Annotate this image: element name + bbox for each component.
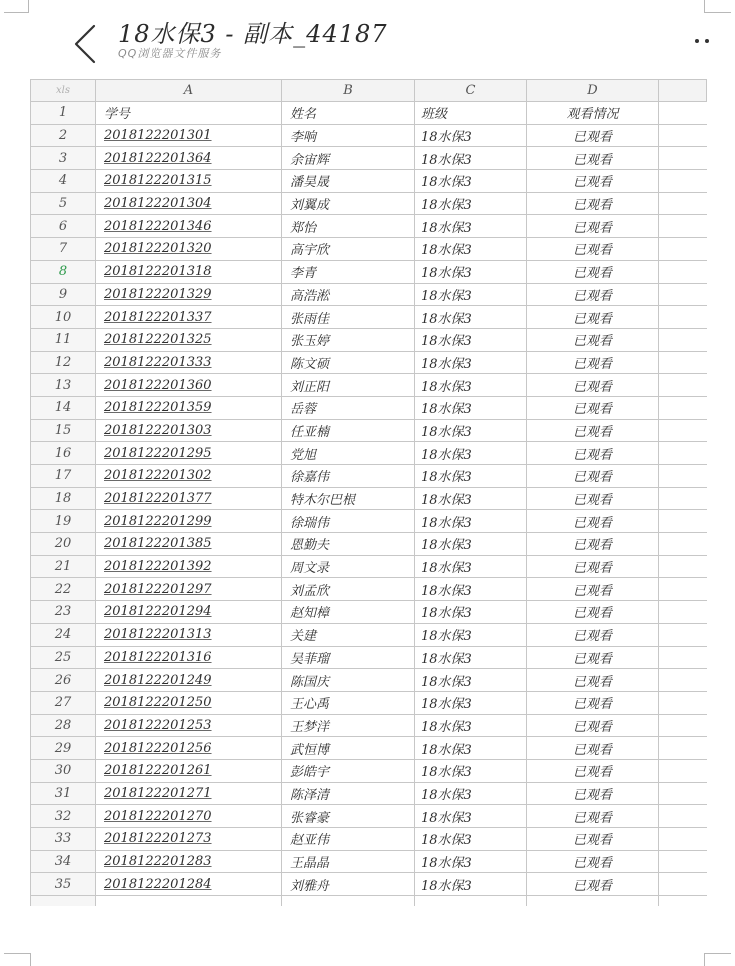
cell-view-status[interactable]: 已观看 <box>527 124 659 147</box>
cell-empty[interactable] <box>659 215 707 238</box>
table-row <box>31 260 707 283</box>
cell-name[interactable]: 武恒博 <box>282 737 415 760</box>
cell-view-status[interactable]: 已观看 <box>527 465 659 488</box>
cell-view-status[interactable]: 已观看 <box>527 419 659 442</box>
cell-student-id[interactable]: 2018122201250 <box>96 691 282 714</box>
back-button[interactable] <box>66 22 106 66</box>
cell-view-status[interactable]: 已观看 <box>527 374 659 397</box>
cell-name[interactable]: 陈泽清 <box>282 782 415 805</box>
cell-empty[interactable] <box>659 170 707 193</box>
column-header-c[interactable]: C <box>415 80 527 102</box>
cell-empty[interactable] <box>659 283 707 306</box>
cell-empty[interactable] <box>659 691 707 714</box>
cell-empty[interactable] <box>659 328 707 351</box>
cell-student-id[interactable]: 2018122201302 <box>96 465 282 488</box>
row-number[interactable]: 13 <box>31 374 96 397</box>
row-number[interactable]: 4 <box>31 170 96 193</box>
more-horizontal-icon-dot <box>705 39 709 43</box>
row-number[interactable]: 32 <box>31 805 96 828</box>
cell-empty[interactable] <box>659 396 707 419</box>
row-number[interactable]: 2 <box>31 124 96 147</box>
column-header-a[interactable]: A <box>96 80 282 102</box>
row-number[interactable]: 30 <box>31 759 96 782</box>
cell-name[interactable]: 张玉婷 <box>282 328 415 351</box>
cell-student-id[interactable]: 2018122201256 <box>96 737 282 760</box>
table-row <box>31 623 707 646</box>
cell-class[interactable]: 18水保3 <box>415 442 527 465</box>
cell-class[interactable]: 18水保3 <box>415 669 527 692</box>
cell-class[interactable]: 18水保3 <box>415 328 527 351</box>
cell-student-id[interactable]: 2018122201294 <box>96 601 282 624</box>
row-number[interactable]: 35 <box>31 873 96 896</box>
cell-class[interactable]: 18水保3 <box>415 124 527 147</box>
cell-empty[interactable] <box>659 601 707 624</box>
cell-student-id[interactable]: 2018122201360 <box>96 374 282 397</box>
cell-student-id[interactable]: 2018122201270 <box>96 805 282 828</box>
cell-class[interactable]: 18水保3 <box>415 170 527 193</box>
table-row <box>31 510 707 533</box>
column-header-empty[interactable] <box>659 80 707 102</box>
frame-corner-bottom-left <box>4 953 31 966</box>
cell-view-status[interactable]: 已观看 <box>527 328 659 351</box>
cell-empty[interactable] <box>659 646 707 669</box>
cell-empty[interactable] <box>659 669 707 692</box>
table-row <box>31 578 707 601</box>
cell-empty[interactable] <box>659 510 707 533</box>
row-number[interactable]: 34 <box>31 850 96 873</box>
cell-class[interactable]: 18水保3 <box>415 283 527 306</box>
cell-view-status[interactable]: 已观看 <box>527 283 659 306</box>
cell-view-status[interactable]: 已观看 <box>527 238 659 261</box>
cell-student-id[interactable]: 2018122201329 <box>96 283 282 306</box>
cell-empty[interactable] <box>282 896 415 906</box>
chevron-left-icon <box>66 22 106 66</box>
table-row <box>31 737 707 760</box>
cell-view-status[interactable]: 已观看 <box>527 601 659 624</box>
cell-name[interactable]: 王晶晶 <box>282 850 415 873</box>
cell-name[interactable]: 李响 <box>282 124 415 147</box>
cell-student-id[interactable]: 2018122201359 <box>96 396 282 419</box>
cell-student-id[interactable]: 2018122201313 <box>96 623 282 646</box>
cell-class[interactable]: 18水保3 <box>415 805 527 828</box>
row-number[interactable]: 11 <box>31 328 96 351</box>
cell-empty[interactable] <box>659 419 707 442</box>
cell-view-status[interactable]: 已观看 <box>527 147 659 170</box>
cell-student-id[interactable]: 2018122201253 <box>96 714 282 737</box>
cell-view-status[interactable]: 已观看 <box>527 759 659 782</box>
cell-empty[interactable] <box>659 555 707 578</box>
table-row <box>31 215 707 238</box>
cell-class[interactable]: 18水保3 <box>415 714 527 737</box>
cell-empty[interactable] <box>659 124 707 147</box>
cell-student-id[interactable]: 2018122201304 <box>96 192 282 215</box>
row-number[interactable]: 5 <box>31 192 96 215</box>
cell-student-id[interactable]: 2018122201284 <box>96 873 282 896</box>
cell-name[interactable]: 张睿豪 <box>282 805 415 828</box>
more-horizontal-icon <box>695 39 699 43</box>
cell-class[interactable]: 18水保3 <box>415 873 527 896</box>
cell-empty[interactable] <box>659 260 707 283</box>
frame-corner-bottom-right <box>704 953 731 966</box>
spreadsheet-grid <box>30 79 707 906</box>
table-row <box>31 465 707 488</box>
row-number[interactable]: 27 <box>31 691 96 714</box>
sheet-corner-cell[interactable]: xls <box>31 80 96 102</box>
column-header-d[interactable]: D <box>527 80 659 102</box>
cell-empty[interactable] <box>659 623 707 646</box>
cell-empty[interactable] <box>659 533 707 556</box>
cell-class[interactable]: 18水保3 <box>415 759 527 782</box>
cell-name[interactable]: 周文录 <box>282 555 415 578</box>
cell-empty[interactable] <box>659 351 707 374</box>
cell-name[interactable]: 赵知樟 <box>282 601 415 624</box>
cell-view-status[interactable]: 已观看 <box>527 260 659 283</box>
table-row <box>31 759 707 782</box>
cell-class[interactable]: 18水保3 <box>415 215 527 238</box>
row-number[interactable]: 29 <box>31 737 96 760</box>
column-header-b[interactable]: B <box>282 80 415 102</box>
row-number[interactable]: 22 <box>31 578 96 601</box>
cell-name[interactable]: 刘正阳 <box>282 374 415 397</box>
sheet-body <box>31 102 707 906</box>
cell-class[interactable]: 18水保3 <box>415 192 527 215</box>
table-row <box>31 555 707 578</box>
cell-empty[interactable] <box>659 828 707 851</box>
cell-name[interactable]: 陈国庆 <box>282 669 415 692</box>
table-row <box>31 283 707 306</box>
table-row-partial <box>31 896 707 906</box>
cell-student-id[interactable]: 学号 <box>96 102 282 125</box>
cell-name[interactable]: 陈文硕 <box>282 351 415 374</box>
row-number[interactable]: 9 <box>31 283 96 306</box>
cell-class[interactable]: 18水保3 <box>415 691 527 714</box>
cell-view-status[interactable]: 已观看 <box>527 805 659 828</box>
table-row <box>31 442 707 465</box>
cell-name[interactable]: 徐嘉伟 <box>282 465 415 488</box>
row-number[interactable]: 19 <box>31 510 96 533</box>
row-number[interactable]: 16 <box>31 442 96 465</box>
table-row <box>31 714 707 737</box>
cell-student-id[interactable]: 2018122201303 <box>96 419 282 442</box>
cell-class[interactable]: 18水保3 <box>415 306 527 329</box>
row-number[interactable]: 15 <box>31 419 96 442</box>
cell-class[interactable]: 班级 <box>415 102 527 125</box>
cell-student-id[interactable]: 2018122201392 <box>96 555 282 578</box>
cell-view-status[interactable]: 已观看 <box>527 714 659 737</box>
cell-student-id[interactable]: 2018122201325 <box>96 328 282 351</box>
cell-view-status[interactable]: 已观看 <box>527 510 659 533</box>
cell-empty[interactable] <box>415 896 527 906</box>
table-row <box>31 873 707 896</box>
row-number[interactable]: 26 <box>31 669 96 692</box>
table-header-row <box>31 102 707 125</box>
cell-student-id[interactable]: 2018122201385 <box>96 533 282 556</box>
table-row <box>31 170 707 193</box>
cell-class[interactable]: 18水保3 <box>415 351 527 374</box>
row-number[interactable]: 28 <box>31 714 96 737</box>
cell-name[interactable]: 岳蓉 <box>282 396 415 419</box>
cell-view-status[interactable]: 已观看 <box>527 669 659 692</box>
cell-view-status[interactable]: 已观看 <box>527 623 659 646</box>
cell-name[interactable]: 任亚楠 <box>282 419 415 442</box>
cell-student-id[interactable]: 2018122201377 <box>96 487 282 510</box>
table-row <box>31 396 707 419</box>
cell-student-id[interactable]: 2018122201337 <box>96 306 282 329</box>
cell-name[interactable]: 郑怡 <box>282 215 415 238</box>
cell-empty[interactable] <box>659 896 707 906</box>
cell-class[interactable]: 18水保3 <box>415 737 527 760</box>
cell-class[interactable]: 18水保3 <box>415 465 527 488</box>
cell-student-id[interactable]: 2018122201271 <box>96 782 282 805</box>
table-row <box>31 238 707 261</box>
cell-empty[interactable] <box>659 737 707 760</box>
cell-view-status[interactable]: 已观看 <box>527 828 659 851</box>
cell-class[interactable]: 18水保3 <box>415 510 527 533</box>
row-number[interactable]: 21 <box>31 555 96 578</box>
cell-class[interactable]: 18水保3 <box>415 555 527 578</box>
row-number[interactable]: 7 <box>31 238 96 261</box>
cell-view-status[interactable]: 已观看 <box>527 691 659 714</box>
cell-class[interactable]: 18水保3 <box>415 578 527 601</box>
table-row <box>31 328 707 351</box>
row-number[interactable] <box>31 896 96 906</box>
row-number[interactable]: 25 <box>31 646 96 669</box>
table-row <box>31 601 707 624</box>
table-row <box>31 419 707 442</box>
row-number[interactable]: 31 <box>31 782 96 805</box>
cell-class[interactable]: 18水保3 <box>415 850 527 873</box>
cell-view-status[interactable]: 已观看 <box>527 396 659 419</box>
cell-class[interactable]: 18水保3 <box>415 828 527 851</box>
cell-empty[interactable] <box>659 714 707 737</box>
row-number[interactable]: 24 <box>31 623 96 646</box>
cell-empty[interactable] <box>659 442 707 465</box>
table-row <box>31 782 707 805</box>
cell-student-id[interactable]: 2018122201320 <box>96 238 282 261</box>
cell-name[interactable]: 张雨佳 <box>282 306 415 329</box>
row-number[interactable]: 33 <box>31 828 96 851</box>
cell-empty[interactable] <box>659 306 707 329</box>
cell-student-id[interactable]: 2018122201316 <box>96 646 282 669</box>
cell-student-id[interactable]: 2018122201261 <box>96 759 282 782</box>
cell-empty[interactable] <box>659 782 707 805</box>
cell-view-status[interactable]: 观看情况 <box>527 102 659 125</box>
table-row <box>31 828 707 851</box>
cell-view-status[interactable]: 已观看 <box>527 170 659 193</box>
cell-view-status[interactable]: 已观看 <box>527 192 659 215</box>
cell-student-id[interactable]: 2018122201333 <box>96 351 282 374</box>
row-number[interactable]: 12 <box>31 351 96 374</box>
cell-name[interactable]: 刘雅舟 <box>282 873 415 896</box>
cell-empty[interactable] <box>96 896 282 906</box>
cell-view-status[interactable]: 已观看 <box>527 782 659 805</box>
cell-name[interactable]: 李青 <box>282 260 415 283</box>
cell-name[interactable]: 刘孟欣 <box>282 578 415 601</box>
cell-empty[interactable] <box>659 374 707 397</box>
cell-view-status[interactable]: 已观看 <box>527 555 659 578</box>
cell-name[interactable]: 吴菲瑠 <box>282 646 415 669</box>
table-row <box>31 124 707 147</box>
table-row <box>31 669 707 692</box>
cell-class[interactable]: 18水保3 <box>415 646 527 669</box>
cell-student-id[interactable]: 2018122201295 <box>96 442 282 465</box>
cell-empty[interactable] <box>659 465 707 488</box>
cell-view-status[interactable]: 已观看 <box>527 873 659 896</box>
row-number[interactable]: 10 <box>31 306 96 329</box>
column-header-row <box>31 80 707 102</box>
cell-name[interactable]: 彭皓宇 <box>282 759 415 782</box>
row-number[interactable]: 8 <box>31 260 96 283</box>
cell-view-status[interactable]: 已观看 <box>527 578 659 601</box>
cell-view-status[interactable]: 已观看 <box>527 351 659 374</box>
cell-view-status[interactable]: 已观看 <box>527 850 659 873</box>
cell-empty[interactable] <box>659 759 707 782</box>
cell-class[interactable]: 18水保3 <box>415 623 527 646</box>
table-row <box>31 147 707 170</box>
cell-student-id[interactable]: 2018122201273 <box>96 828 282 851</box>
app-header <box>0 0 735 76</box>
cell-class[interactable]: 18水保3 <box>415 601 527 624</box>
row-number[interactable]: 6 <box>31 215 96 238</box>
cell-student-id[interactable]: 2018122201299 <box>96 510 282 533</box>
cell-empty[interactable] <box>659 192 707 215</box>
table-row <box>31 533 707 556</box>
cell-name[interactable]: 徐瑞伟 <box>282 510 415 533</box>
cell-class[interactable]: 18水保3 <box>415 782 527 805</box>
cell-view-status[interactable]: 已观看 <box>527 737 659 760</box>
cell-student-id[interactable]: 2018122201249 <box>96 669 282 692</box>
cell-class[interactable]: 18水保3 <box>415 147 527 170</box>
cell-view-status[interactable]: 已观看 <box>527 215 659 238</box>
table-row <box>31 805 707 828</box>
cell-name[interactable]: 王梦洋 <box>282 714 415 737</box>
cell-student-id[interactable]: 2018122201301 <box>96 124 282 147</box>
row-number[interactable]: 3 <box>31 147 96 170</box>
cell-class[interactable]: 18水保3 <box>415 260 527 283</box>
cell-class[interactable]: 18水保3 <box>415 396 527 419</box>
cell-view-status[interactable]: 已观看 <box>527 646 659 669</box>
cell-name[interactable]: 王心禹 <box>282 691 415 714</box>
cell-student-id[interactable]: 2018122201346 <box>96 215 282 238</box>
table-row <box>31 306 707 329</box>
row-number[interactable]: 14 <box>31 396 96 419</box>
cell-empty[interactable] <box>659 238 707 261</box>
document-subtitle: QQ浏览器文件服务 <box>118 47 222 60</box>
cell-name[interactable]: 赵亚伟 <box>282 828 415 851</box>
row-number[interactable]: 17 <box>31 465 96 488</box>
cell-empty[interactable] <box>659 147 707 170</box>
cell-name[interactable]: 党旭 <box>282 442 415 465</box>
cell-empty[interactable] <box>659 805 707 828</box>
cell-view-status[interactable]: 已观看 <box>527 442 659 465</box>
cell-class[interactable]: 18水保3 <box>415 419 527 442</box>
cell-name[interactable]: 潘昊晟 <box>282 170 415 193</box>
cell-student-id[interactable]: 2018122201364 <box>96 147 282 170</box>
cell-view-status[interactable]: 已观看 <box>527 306 659 329</box>
cell-name[interactable]: 高浩淞 <box>282 283 415 306</box>
cell-class[interactable]: 18水保3 <box>415 238 527 261</box>
cell-student-id[interactable]: 2018122201315 <box>96 170 282 193</box>
table-row <box>31 192 707 215</box>
cell-class[interactable]: 18水保3 <box>415 374 527 397</box>
cell-name[interactable]: 姓名 <box>282 102 415 125</box>
cell-student-id[interactable]: 2018122201297 <box>96 578 282 601</box>
cell-empty[interactable] <box>527 896 659 906</box>
table-row <box>31 351 707 374</box>
cell-name[interactable]: 恩勤夫 <box>282 533 415 556</box>
cell-view-status[interactable]: 已观看 <box>527 487 659 510</box>
cell-empty[interactable] <box>659 102 707 125</box>
cell-student-id[interactable]: 2018122201283 <box>96 850 282 873</box>
cell-empty[interactable] <box>659 578 707 601</box>
document-title: 18水保3 - 副本_44187 <box>118 20 388 48</box>
table-row <box>31 691 707 714</box>
more-options-button[interactable] <box>693 36 713 46</box>
cell-name[interactable]: 高宇欣 <box>282 238 415 261</box>
cell-name[interactable]: 余宙辉 <box>282 147 415 170</box>
cell-name[interactable]: 刘翼成 <box>282 192 415 215</box>
cell-empty[interactable] <box>659 487 707 510</box>
table-row <box>31 487 707 510</box>
cell-name[interactable]: 特木尔巴根 <box>282 487 415 510</box>
cell-view-status[interactable]: 已观看 <box>527 533 659 556</box>
cell-empty[interactable] <box>659 850 707 873</box>
row-number[interactable]: 20 <box>31 533 96 556</box>
row-number[interactable]: 18 <box>31 487 96 510</box>
cell-name[interactable]: 关建 <box>282 623 415 646</box>
cell-student-id[interactable]: 2018122201318 <box>96 260 282 283</box>
cell-class[interactable]: 18水保3 <box>415 487 527 510</box>
table-row <box>31 646 707 669</box>
row-number[interactable]: 1 <box>31 102 96 125</box>
table-row <box>31 850 707 873</box>
row-number[interactable]: 23 <box>31 601 96 624</box>
table-row <box>31 374 707 397</box>
cell-empty[interactable] <box>659 873 707 896</box>
cell-class[interactable]: 18水保3 <box>415 533 527 556</box>
